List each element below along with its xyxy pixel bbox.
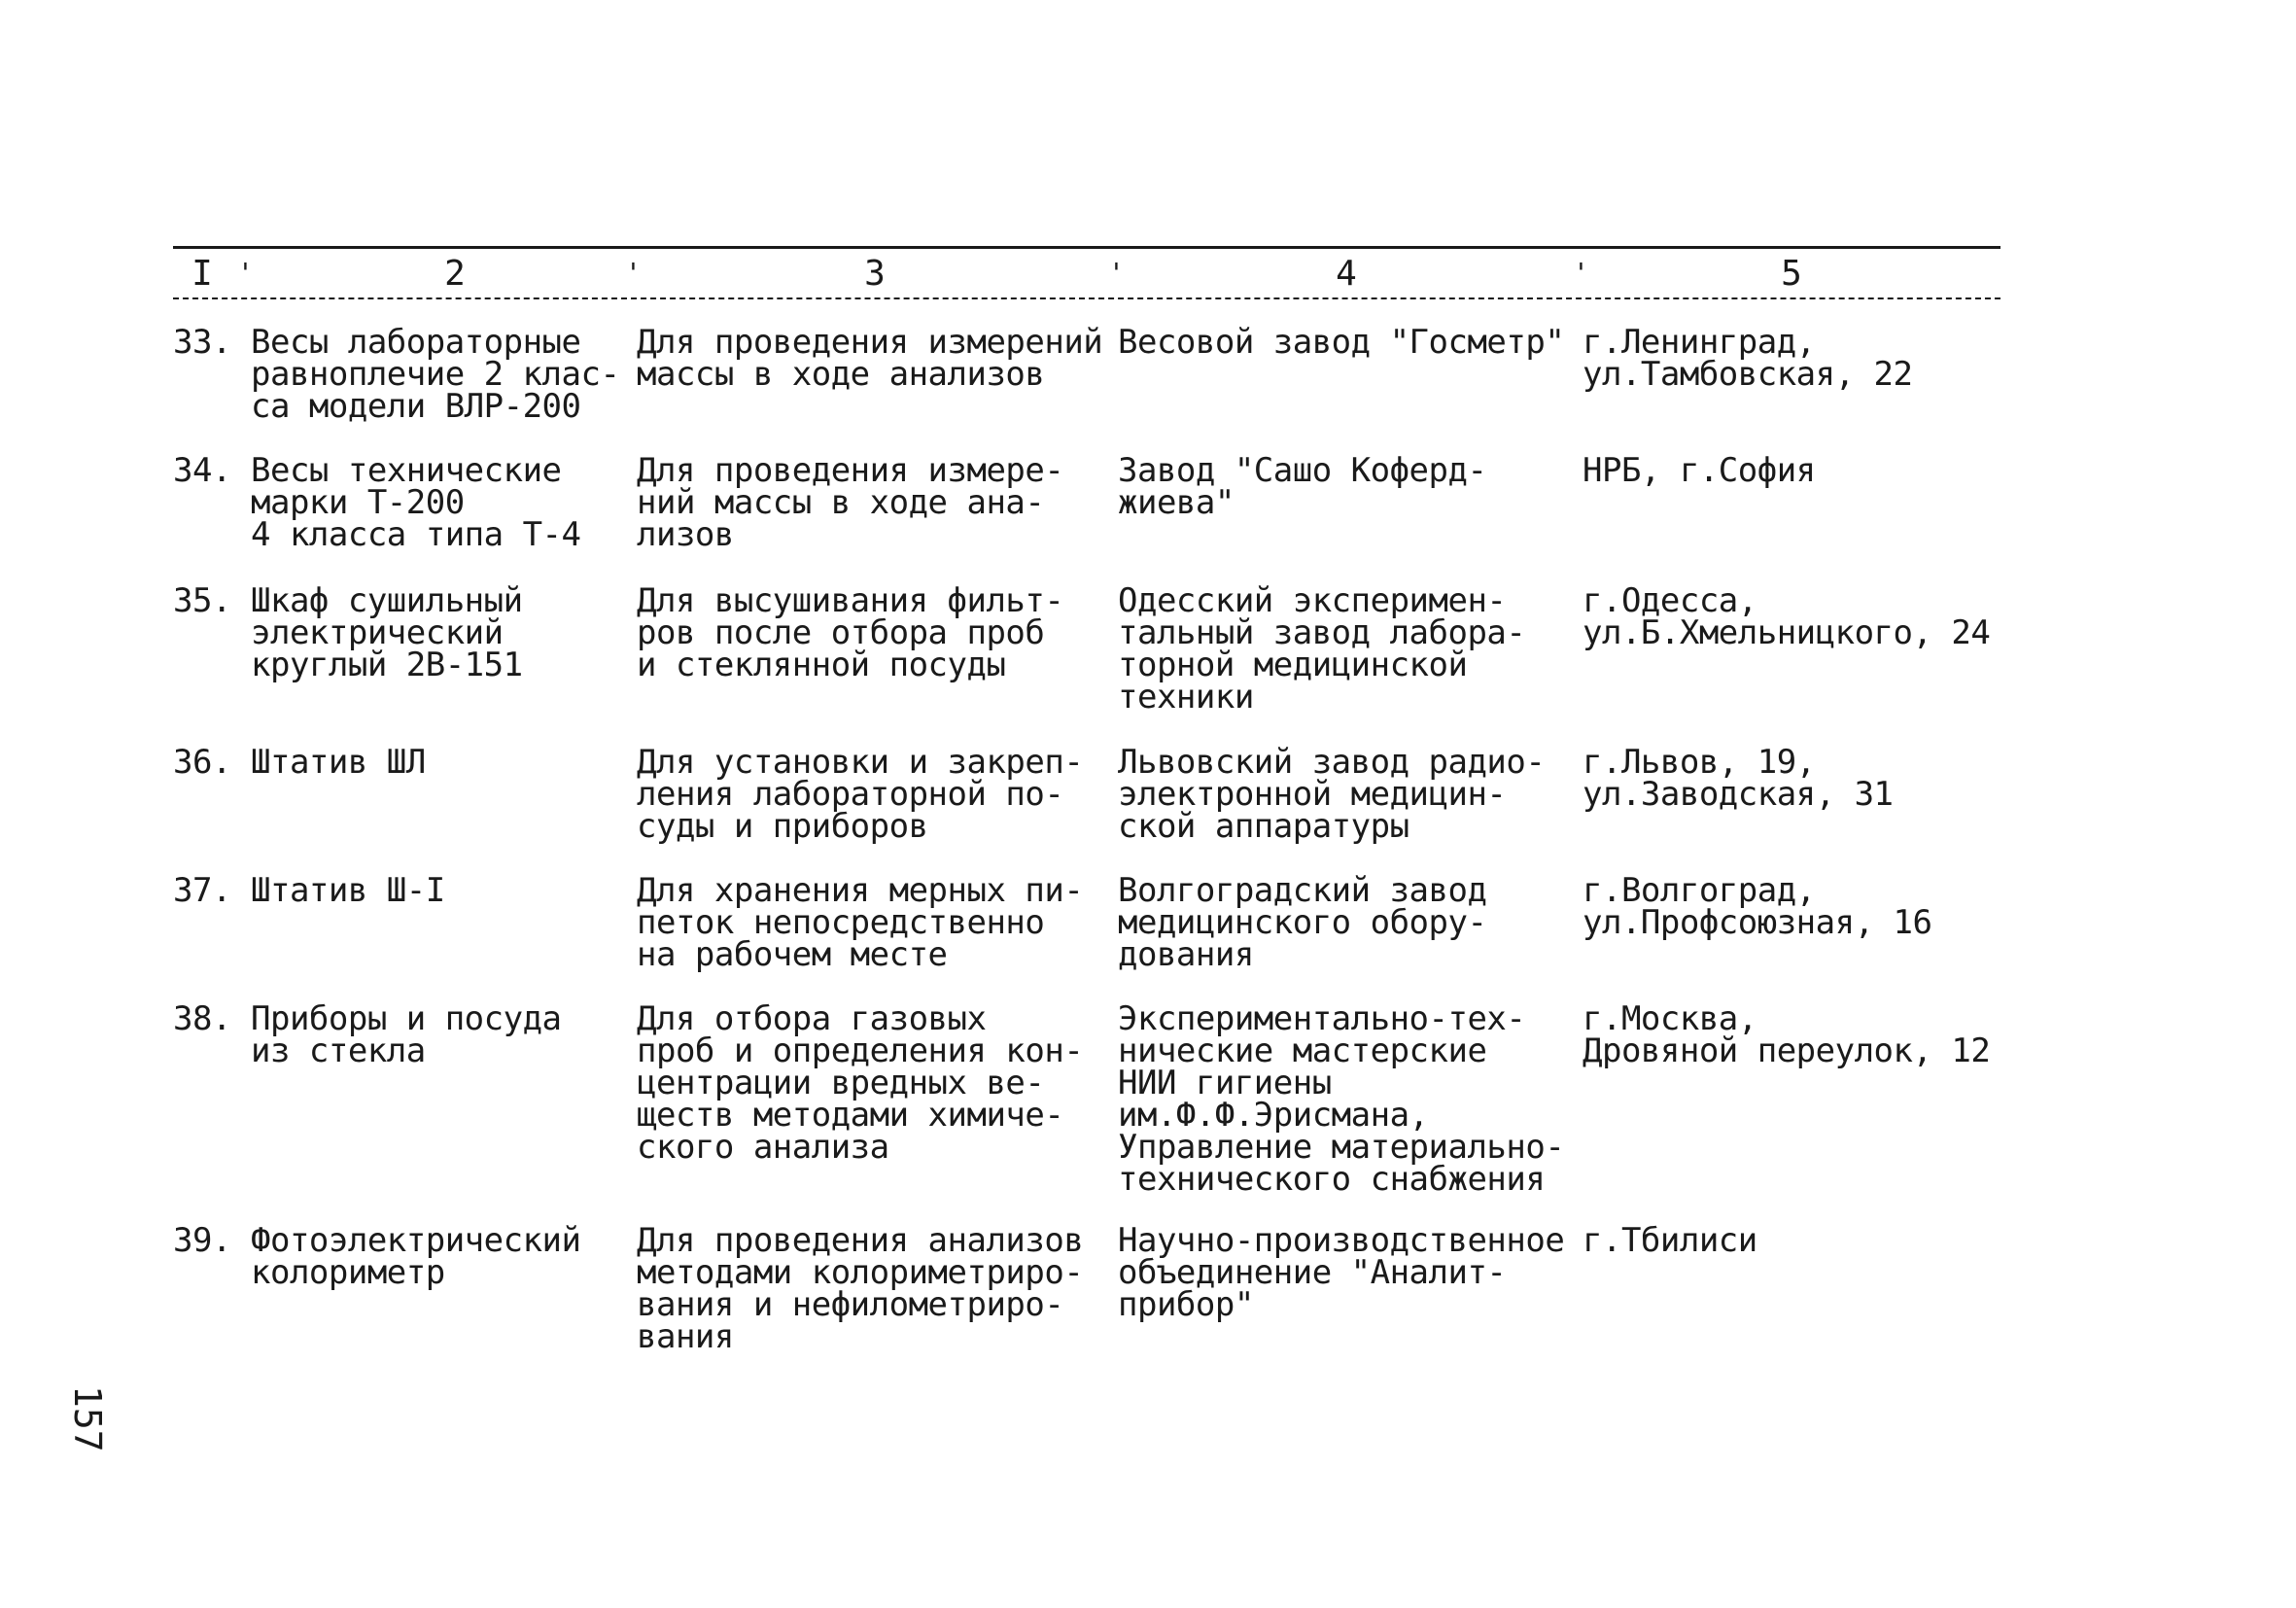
equipment-name-line: Шкаф сушильный	[251, 581, 523, 620]
purpose	[637, 871, 1113, 974]
header-col-2: 2	[444, 254, 466, 294]
equipment-name-line: Весы технические	[251, 451, 562, 490]
manufacturer-line: Львовский завод радио-	[1118, 743, 1546, 782]
manufacturer-line: электронной медицин-	[1118, 775, 1507, 814]
purpose-line: Для проведения анализов	[637, 1221, 1084, 1260]
address-line: ул.Б.Хмельницкого, 24	[1583, 613, 1991, 652]
address-line: г.Ленинград,	[1583, 323, 1816, 362]
manufacturer-line: Научно-производственное	[1118, 1221, 1565, 1260]
table-header-rule	[173, 297, 2000, 299]
equipment-name-line: марки Т-200	[251, 483, 465, 522]
manufacturer	[1118, 323, 1575, 362]
purpose-line: Для отбора газовых	[637, 999, 987, 1038]
equipment-name	[251, 451, 630, 554]
manufacturer-line: тальный завод лабора-	[1118, 613, 1526, 652]
purpose	[637, 581, 1113, 684]
purpose-line: проб и определения кон-	[637, 1031, 1084, 1070]
equipment-name-line: электрический	[251, 613, 504, 652]
address-line: НРБ, г.София	[1583, 451, 1816, 490]
purpose-line: методами колориметриро-	[637, 1253, 1084, 1292]
header-col-3: 3	[864, 254, 886, 294]
address-line: г.Тбилиси	[1583, 1221, 1757, 1260]
purpose	[637, 743, 1113, 846]
address-line: ул.Заводская, 31	[1583, 775, 1894, 814]
manufacturer-line: торной медицинской	[1118, 646, 1468, 684]
purpose-line: суды и приборов	[637, 807, 928, 846]
equipment-name-line: равноплечие 2 клас-	[251, 355, 620, 394]
equipment-name	[251, 1221, 630, 1292]
manufacturer	[1118, 451, 1575, 522]
manufacturer-line: медицинского обору-	[1118, 903, 1487, 942]
purpose	[637, 999, 1113, 1167]
manufacturer-line: прибор"	[1118, 1285, 1254, 1324]
row-number: 36.	[173, 743, 231, 782]
address-line: г.Москва,	[1583, 999, 1757, 1038]
purpose-line: Для хранения мерных пи-	[637, 871, 1084, 910]
header-col-5: 5	[1781, 254, 1802, 294]
row-number: 33.	[173, 323, 231, 362]
address	[1583, 871, 2010, 942]
purpose-line: и стеклянной посуды	[637, 646, 1006, 684]
header-col-4: 4	[1336, 254, 1357, 294]
page-number: 157	[66, 1385, 109, 1452]
manufacturer-line: Волгоградский завод	[1118, 871, 1487, 910]
manufacturer-line: дования	[1118, 935, 1254, 974]
equipment-name-line: Приборы и посуда	[251, 999, 562, 1038]
row-number: 39.	[173, 1221, 231, 1260]
address	[1583, 451, 2010, 490]
equipment-name-line: Фотоэлектрический	[251, 1221, 581, 1260]
manufacturer-line: ской аппаратуры	[1118, 807, 1409, 846]
address-line: Дровяной переулок, 12	[1583, 1031, 1991, 1070]
equipment-name	[251, 999, 630, 1070]
address	[1583, 323, 2010, 394]
address-line: г.Львов, 19,	[1583, 743, 1816, 782]
equipment-name-line: из стекла	[251, 1031, 426, 1070]
equipment-name-line: 4 класса типа Т-4	[251, 515, 581, 554]
manufacturer-line: Завод "Сашо Коферд-	[1118, 451, 1487, 490]
address-line: ул.Тамбовская, 22	[1583, 355, 1913, 394]
equipment-name-line: Штатив ШЛ	[251, 743, 426, 782]
header-tick: '	[625, 257, 642, 289]
equipment-name	[251, 743, 630, 782]
address-line: ул.Профсоюзная, 16	[1583, 903, 1932, 942]
manufacturer	[1118, 1221, 1575, 1324]
manufacturer	[1118, 743, 1575, 846]
manufacturer-line: Весовой завод "Госметр"	[1118, 323, 1565, 362]
manufacturer-line: жиева"	[1118, 483, 1235, 522]
manufacturer-line: Управление материально-	[1118, 1128, 1565, 1167]
equipment-name-line: Штатив Ш-I	[251, 871, 445, 910]
purpose-line: Для высушивания фильт-	[637, 581, 1064, 620]
header-tick: '	[1108, 257, 1125, 289]
manufacturer	[1118, 999, 1575, 1199]
address	[1583, 581, 2010, 652]
purpose-line: лизов	[637, 515, 734, 554]
purpose	[637, 1221, 1113, 1356]
manufacturer-line: объединение "Аналит-	[1118, 1253, 1507, 1292]
manufacturer-line: НИИ гигиены	[1118, 1064, 1332, 1102]
purpose-line: Для установки и закреп-	[637, 743, 1084, 782]
purpose-line: ров после отбора проб	[637, 613, 1045, 652]
equipment-name-line: колориметр	[251, 1253, 445, 1292]
purpose-line: массы в ходе анализов	[637, 355, 1045, 394]
address-line: г.Волгоград,	[1583, 871, 1816, 910]
purpose-line: Для проведения измере-	[637, 451, 1064, 490]
address	[1583, 743, 2010, 814]
manufacturer-line: им.Ф.Ф.Эрисмана,	[1118, 1096, 1429, 1135]
manufacturer-line: Экспериментально-тех-	[1118, 999, 1526, 1038]
purpose	[637, 323, 1113, 394]
row-number: 38.	[173, 999, 231, 1038]
purpose-line: ского анализа	[637, 1128, 889, 1167]
manufacturer-line: техники	[1118, 678, 1254, 717]
manufacturer-line: нические мастерские	[1118, 1031, 1487, 1070]
row-number: 34.	[173, 451, 231, 490]
equipment-name	[251, 871, 630, 910]
address	[1583, 1221, 2010, 1260]
purpose-line: ществ методами химиче-	[637, 1096, 1064, 1135]
purpose-line: вания и нефилометриро-	[637, 1285, 1064, 1324]
purpose-line: ления лабораторной по-	[637, 775, 1064, 814]
equipment-name-line: круглый 2В-151	[251, 646, 523, 684]
purpose	[637, 451, 1113, 554]
purpose-line: на рабочем месте	[637, 935, 948, 974]
row-number: 37.	[173, 871, 231, 910]
equipment-name	[251, 581, 630, 684]
equipment-name-line: Весы лабораторные	[251, 323, 581, 362]
row-number: 35.	[173, 581, 231, 620]
purpose-line: Для проведения измерений	[637, 323, 1103, 362]
purpose-line: ний массы в ходе ана-	[637, 483, 1045, 522]
header-tick: '	[1573, 257, 1589, 289]
header-tick: '	[237, 257, 254, 289]
manufacturer-line: Одесский эксперимен-	[1118, 581, 1507, 620]
address-line: г.Одесса,	[1583, 581, 1757, 620]
manufacturer	[1118, 871, 1575, 974]
purpose-line: петок непосредственно	[637, 903, 1045, 942]
table-top-rule	[173, 246, 2000, 249]
purpose-line: вания	[637, 1317, 734, 1356]
purpose-line: центрации вредных ве-	[637, 1064, 1045, 1102]
equipment-name-line: са модели ВЛР-200	[251, 387, 581, 426]
equipment-name	[251, 323, 630, 426]
manufacturer	[1118, 581, 1575, 717]
manufacturer-line: технического снабжения	[1118, 1160, 1546, 1199]
address	[1583, 999, 2010, 1070]
header-col-1: I	[191, 254, 213, 294]
